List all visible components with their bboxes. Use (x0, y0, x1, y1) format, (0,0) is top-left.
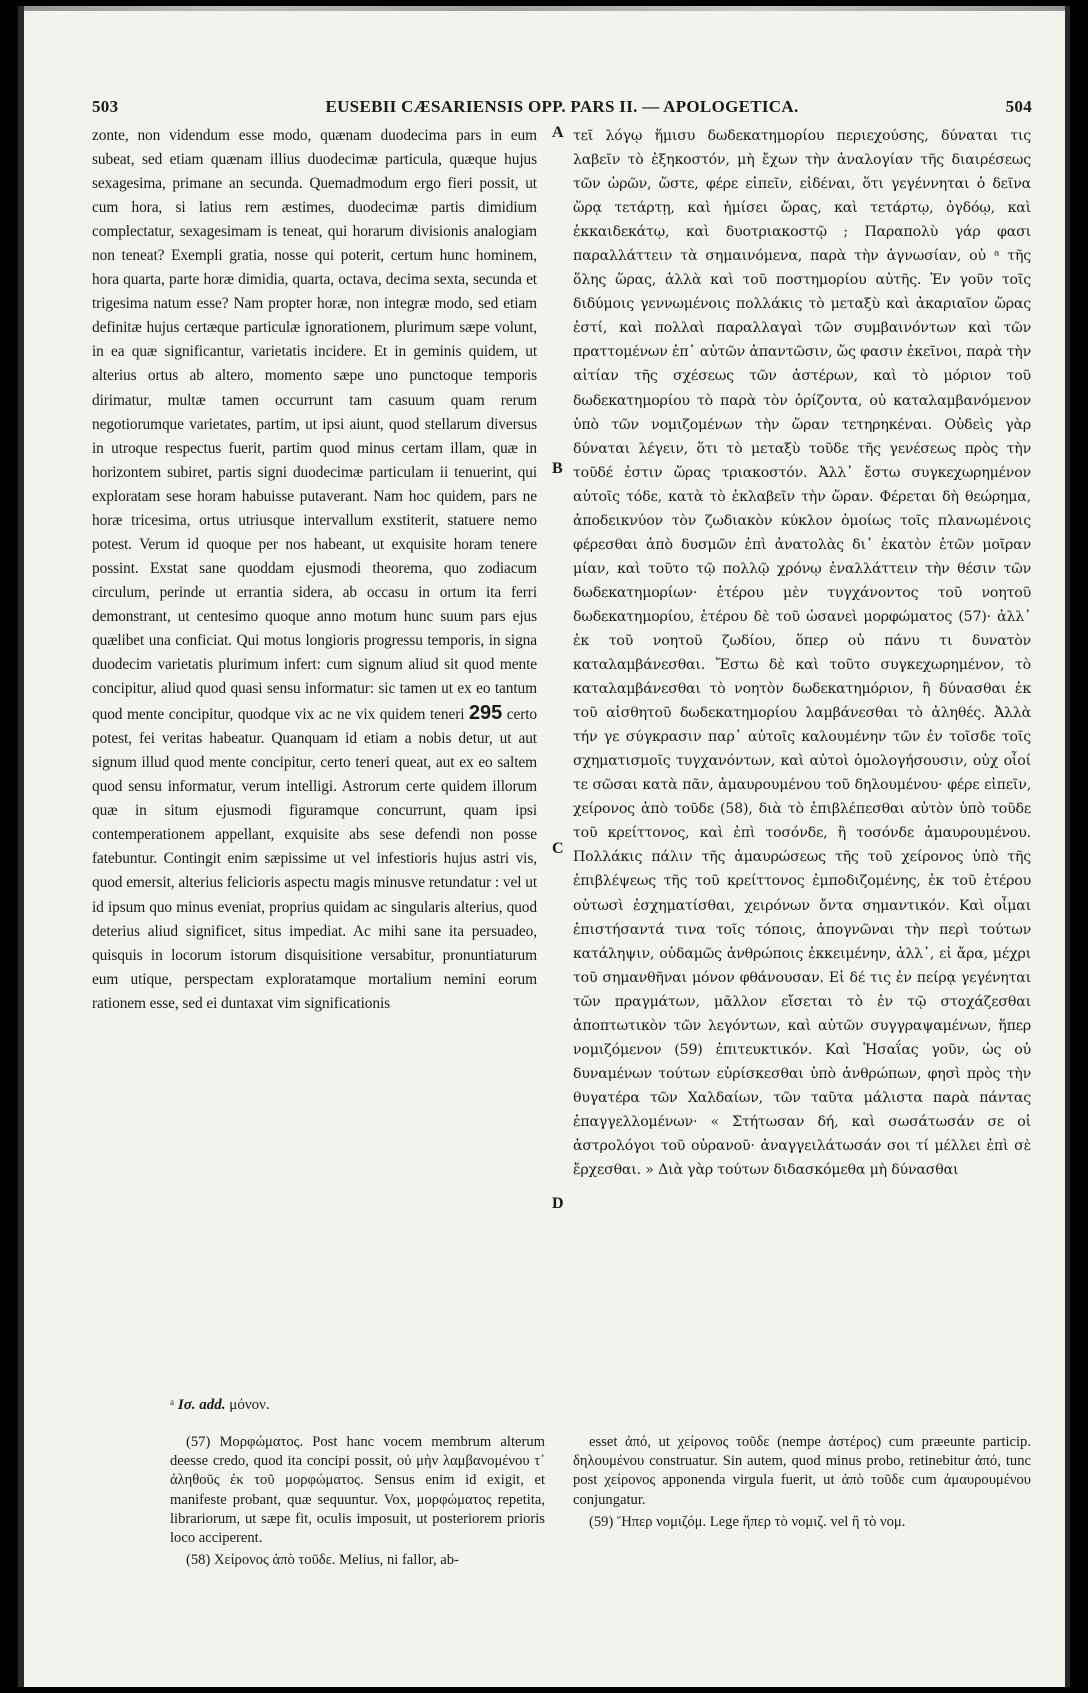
greek-text: τεῖ λόγῳ ἥμισυ δωδεκατημορίου περιεχούσης, δύναται τις λαβεῖν τὸ ἑξηκοστόν, μὴ ἔχων τὴν ἀναλογίαν τῆς διαιρέσεως τῶν ὡρῶν, ὥστε, φέρε εἰπεῖν, εἰδέναι, ὅτι γεγέννηται ὁ δεῖνα ὥρᾳ τετάρτῃ, καὶ ἡμίσει ὥρας, καὶ τετάρτῳ, ὀγδόῳ, καὶ ἑκκαιδεκάτῳ, καὶ δυοτριακοστῷ ; Παραπολὺ γάρ φασι παραλλάττειν τὰ σημαινόμενα, παρὰ τὴν ἀγνωσίαν, οὐ ᵃ τῆς ὅλης ὥρας, ἀλλὰ καὶ τοῦ ποστημορίου αὐτῆς. Ἐν γοῦν τοῖς διδύμοις γεννωμένοις πολλάκις τὸ μεταξὺ καὶ ἀκαριαῖον ὥρας ἐστί, καὶ πολλαὶ παραλλαγαὶ τῶν συμβαινόντων καὶ τῶν πραττομένων ἐπ᾽ αὐτῶν ἀπαντῶσιν, ὥς φασιν ἐκεῖνοι, παρὰ τὴν αἰτίαν τῆς σχέσεως τῶν ἀστέρων, καὶ τὸ μόριον τοῦ δωδεκατημορίου τὸ παρὰ τὸν ὁρίζοντα, οὐ καταλαμβανόμενον ὑπὸ τῶν νομιζομένων τὴν ὥραν τετηρηκέναι. Οὐδεὶς γὰρ δύναται λέγειν, ὅτι τὸ μεταξὺ τοῦδε τῆς γενέσεως πρὸς τὴν τοῦδέ ἐστιν ὥρας τριακοστόν. Ἀλλ᾽ ἔστω συγκεχωρημένον αὐτοῖς τόδε, κατὰ τὸ ἐκλαβεῖν τὴν ὥραν. Φέρεται δὴ θεώρημα, ἀποδεικνύον τὸν ζωδιακὸν κύκλον ὁμοίως τοῖς πλανωμένοις φέρεσθαι ἀπὸ δυσμῶν ἐπὶ ἀνατολὰς δι᾽ ἑκατὸν ἐτῶν μοῖραν μίαν, καὶ τοῦτο τῷ πολλῷ χρόνῳ ἐναλλάττειν τὴν θέσιν τῶν δωδεκατημορίων· ἑτέρου μὲν τυγχάνοντος τοῦ νοητοῦ δωδεκατημορίου, ἑτέρου δὲ τοῦ ὡσανεὶ μορφώματος (57)· ἀλλ᾽ ἐκ τοῦ νοητοῦ ζωδίου, ὅπερ οὐ πάνυ τι δυνατὸν καταλαμβάνεσθαι. Ἔστω δὲ καὶ τοῦτο συγκεχωρημένον, τὸ καταλαμβάνεσθαι τὸ νοητὸν δωδεκατημόριον, ἢ δύνασθαι ἐκ τοῦ αἰσθητοῦ δωδεκατημορίου λαμβάνεσθαι τὸ ἀληθές. Ἀλλὰ τήν γε σύγκρασιν παρ᾽ αὐτοῖς καλουμένην τῶν ἐν τοῖσδε τοῖς σχηματισμοῖς τυγχανόντων, καὶ αὐτοὶ ὁμολογήσουσιν, οὐχ οἷοί τε σῶσαι κατὰ πᾶν, ἀμαυρουμένου τοῦ δηλουμένου· φέρε εἰπεῖν, χείρονος ἀπὸ τοῦδε (58), διὰ τὸ ἐπιβλέπεσθαι αὐτὸν ὑπὸ τοῦδε τοῦ κρείττονος, καὶ ἐπὶ τοσόνδε, ἢ τοσόνδε ἀμαυρουμένου. Πολλάκις πάλιν τῆς ἀμαυρώσεως τῆς τοῦ χείρονος ὑπὸ τῆς ἐπιβλέψεως τῆς τοῦ κρείττονος ἐμποδιζομένης, ἐκ τοῦ ἑτέρου οὑτωσὶ ἐσχηματίσθαι, χειρόνων ὄντα σημαντικόν. Καὶ οἶμαι ἐπιστήσαντά τινα τοῖς τόποις, ἀπογνῶναι τὴν περὶ τούτων κατάληψιν, οὐδαμῶς ἀνθρώποις ἐκκειμένην, ἀλλ᾽, εἰ ἄρα, μέχρι τοῦ σημανθῆναι μόνον φθάνουσαν. Εἰ δέ τις ἐν πείρᾳ γεγένηται τῶν πραγμάτων, μᾶλλον εἴσεται τὸ ἐν τῷ στοχάζεσθαι ἀποπτωτικὸν τῶν λεγόντων, καὶ αὐτῶν συγγραψαμένων, ἥπερ νομιζόμενον (59) ἐπιτευκτικόν. Καὶ Ἡσαΐας γοῦν, ὡς οὐ δυναμένων τούτων εὑρίσκεσθαι ὑπὸ ἀνθρώπων, φησὶ πρὸς τὴν θυγατέρα τῶν Χαλδαίων, τῶν ταῦτα μάλιστα παρὰ πάντας ἐπαγγελλομένων· « Στήτωσαν δή, καὶ σωσάτωσάν σε οἱ ἀστρολόγοι τοῦ οὐρανοῦ· ἀναγγειλάτωσάν σοι τί μέλλει ἐπὶ σὲ ἔρχεσθαι. » Διὰ γὰρ τούτων διδασκόμεθα μὴ δύνασθαι (573, 128, 1031, 1179)
critical-apparatus-note (170, 1397, 270, 1414)
greek-column (573, 124, 1031, 1182)
margin-letter-a: A (552, 124, 564, 141)
latin-text-part-1: zonte, non videndum esse modo, quænam duodecima pars in eum subeat, sed etiam quænam illius duodecimæ particula, quæque hujus sexagesima, primane an secunda. Quemadmodum ergo fieri possit, ut cum hora, si latius rem æstimes, duodecimæ partis dimidium complectatur, sexagesimam is teneat, qui horarum divisionis analogiam non teneat? Exempli gratia, nosse qui poterit, certum hunc hominem, hora quarta, parte horæ dimidia, quarta, octava, decima sexta, secunda et trigesima natum esse? Nam propter horæ, non integræ modo, sed etiam definitæ hujus certæque particulæ ignorationem, plurimum sæpe volunt, in ea quæ significantur, varietatis incidere. Et in geminis quidem, ut alterius ortus ab altero, momento sæpe uno punctoque temporis dirimatur, multæ tamen occurrunt tam casuum quam rerum negotiorumque varietates, partim, ut ipsi aiunt, quod stellarum diversus in utroque respectus fuerit, partim quod minus certam illam, quæ in horizontem subiret, partis signi duodecimæ particulam ii tenuerint, qui exploratam sese horam habuisse putaverant. Nam hoc quidem, pars ne horæ tricesima, ortus utriusque intervallum exstiterit, statuere nemo potest. Verum id quoque per nos habeant, ut exquisite horam tenere possint. Exstat sane quoddam ejusmodi theorema, quo zodiacum circulum, perinde ut errantia sidera, ab occasu in ortum ita ferri demonstrant, ut centesimo quoque anno motum hunc suum pars ejus quælibet una conficiat. Qui motus longioris progressu temporis, in signa duodecim varietatis plurimum infert: cum signum aliud sit quod mente concipitur, aliud quod quasi sensu informatur: sic tamen ut ex eo tantum quod mente concipitur, quodque vix ac ne vix quidem teneri (92, 127, 537, 724)
footnote: esset ἀπό, ut χείρονος τοῦδε (nempe ἀστέρος) cum præeunte particip. δηλουμένου construatur. Sin autem, quod minus probo, retinebitur ἀπό, tunc post χείρονος apponenda virgula fuerit, ut ἀπὸ τοῦδε cum ἀμαυρουμένου conjungatur. (573, 1434, 1031, 1508)
footnotes-right (573, 1433, 1031, 1535)
apparatus-reference: Ισ. add. (177, 1397, 226, 1413)
latin-column (92, 124, 537, 1016)
footnote: (58) Χείρονος ἀπὸ τοῦδε. Melius, ni fallor, ab- (186, 1552, 459, 1569)
page-number-left: 503 (92, 97, 119, 116)
scan-edge-left (18, 6, 24, 1687)
latin-text (92, 124, 537, 1016)
scan-edge-top (18, 6, 1070, 11)
margin-letter-b: B (552, 460, 563, 477)
footnote: (59) Ἥπερ νομιζόμ. Lege ἤπερ τὸ νομιζ. vel ἢ τὸ νομ. (589, 1513, 906, 1530)
footnotes-left (170, 1433, 545, 1573)
apparatus-word: μόνον. (229, 1397, 270, 1413)
footnote: (57) Μορφώματος. Post hanc vocem membrum alterum deesse credo, quod ita concipi possit, οὐ μὴν λαμβανομένου τ᾽ ἀληθοῦς ἐκ τοῦ μορφώματος. Sensus enim id exigit, et manifeste probant, quæ sequuntur. Vox, μορφώματος repetita, librariorum, ut sæpe fit, oculis imposuit, ut posteriorem prioris loco acciperent. (170, 1434, 545, 1547)
latin-text-part-2: certo potest, fei veritas habeatur. Quanquam id etiam a nobis detur, ut aut signum illud quod mente concipitur, certo teneri queat, aut ex eo saltem quod sensu informatur, verum intelligi. Astrorum certe quidem illorum quæ in situm ejusmodi figuramque concurrunt, quam ipsi contemperationem appellant, exquisite abs sese defendi non posse fatebuntur. Contingit enim sæpissime ut vel infestioris hujus astri vis, quod emersit, alterius felicioris aspectu magis minusve retundatur : vel ut id ipsum quo minus eveniat, proprius quidam ac singularis alterius, quod deterius aliud significet, situs impediat. Ac mihi sane ita persuadeo, quisquis in locorum istorum disquisitione versabitur, pronuntiaturum eum utique, perspectam exploratamque mortalium nemini eorum rationem esse, sed ei duntaxat vim significationis (92, 706, 537, 1012)
running-title: EUSEBII CÆSARIENSIS OPP. PARS II. — APOLOGETICA. (325, 97, 799, 116)
margin-letter-c: C (552, 840, 564, 857)
apparatus-siglum: ᵃ (170, 1397, 175, 1413)
margin-letter-d: D (552, 1195, 564, 1212)
page-number-right: 504 (1005, 97, 1032, 116)
edition-page-mark: 295 (469, 702, 503, 725)
scan-edge-right (1065, 6, 1070, 1687)
running-header (92, 97, 1032, 121)
